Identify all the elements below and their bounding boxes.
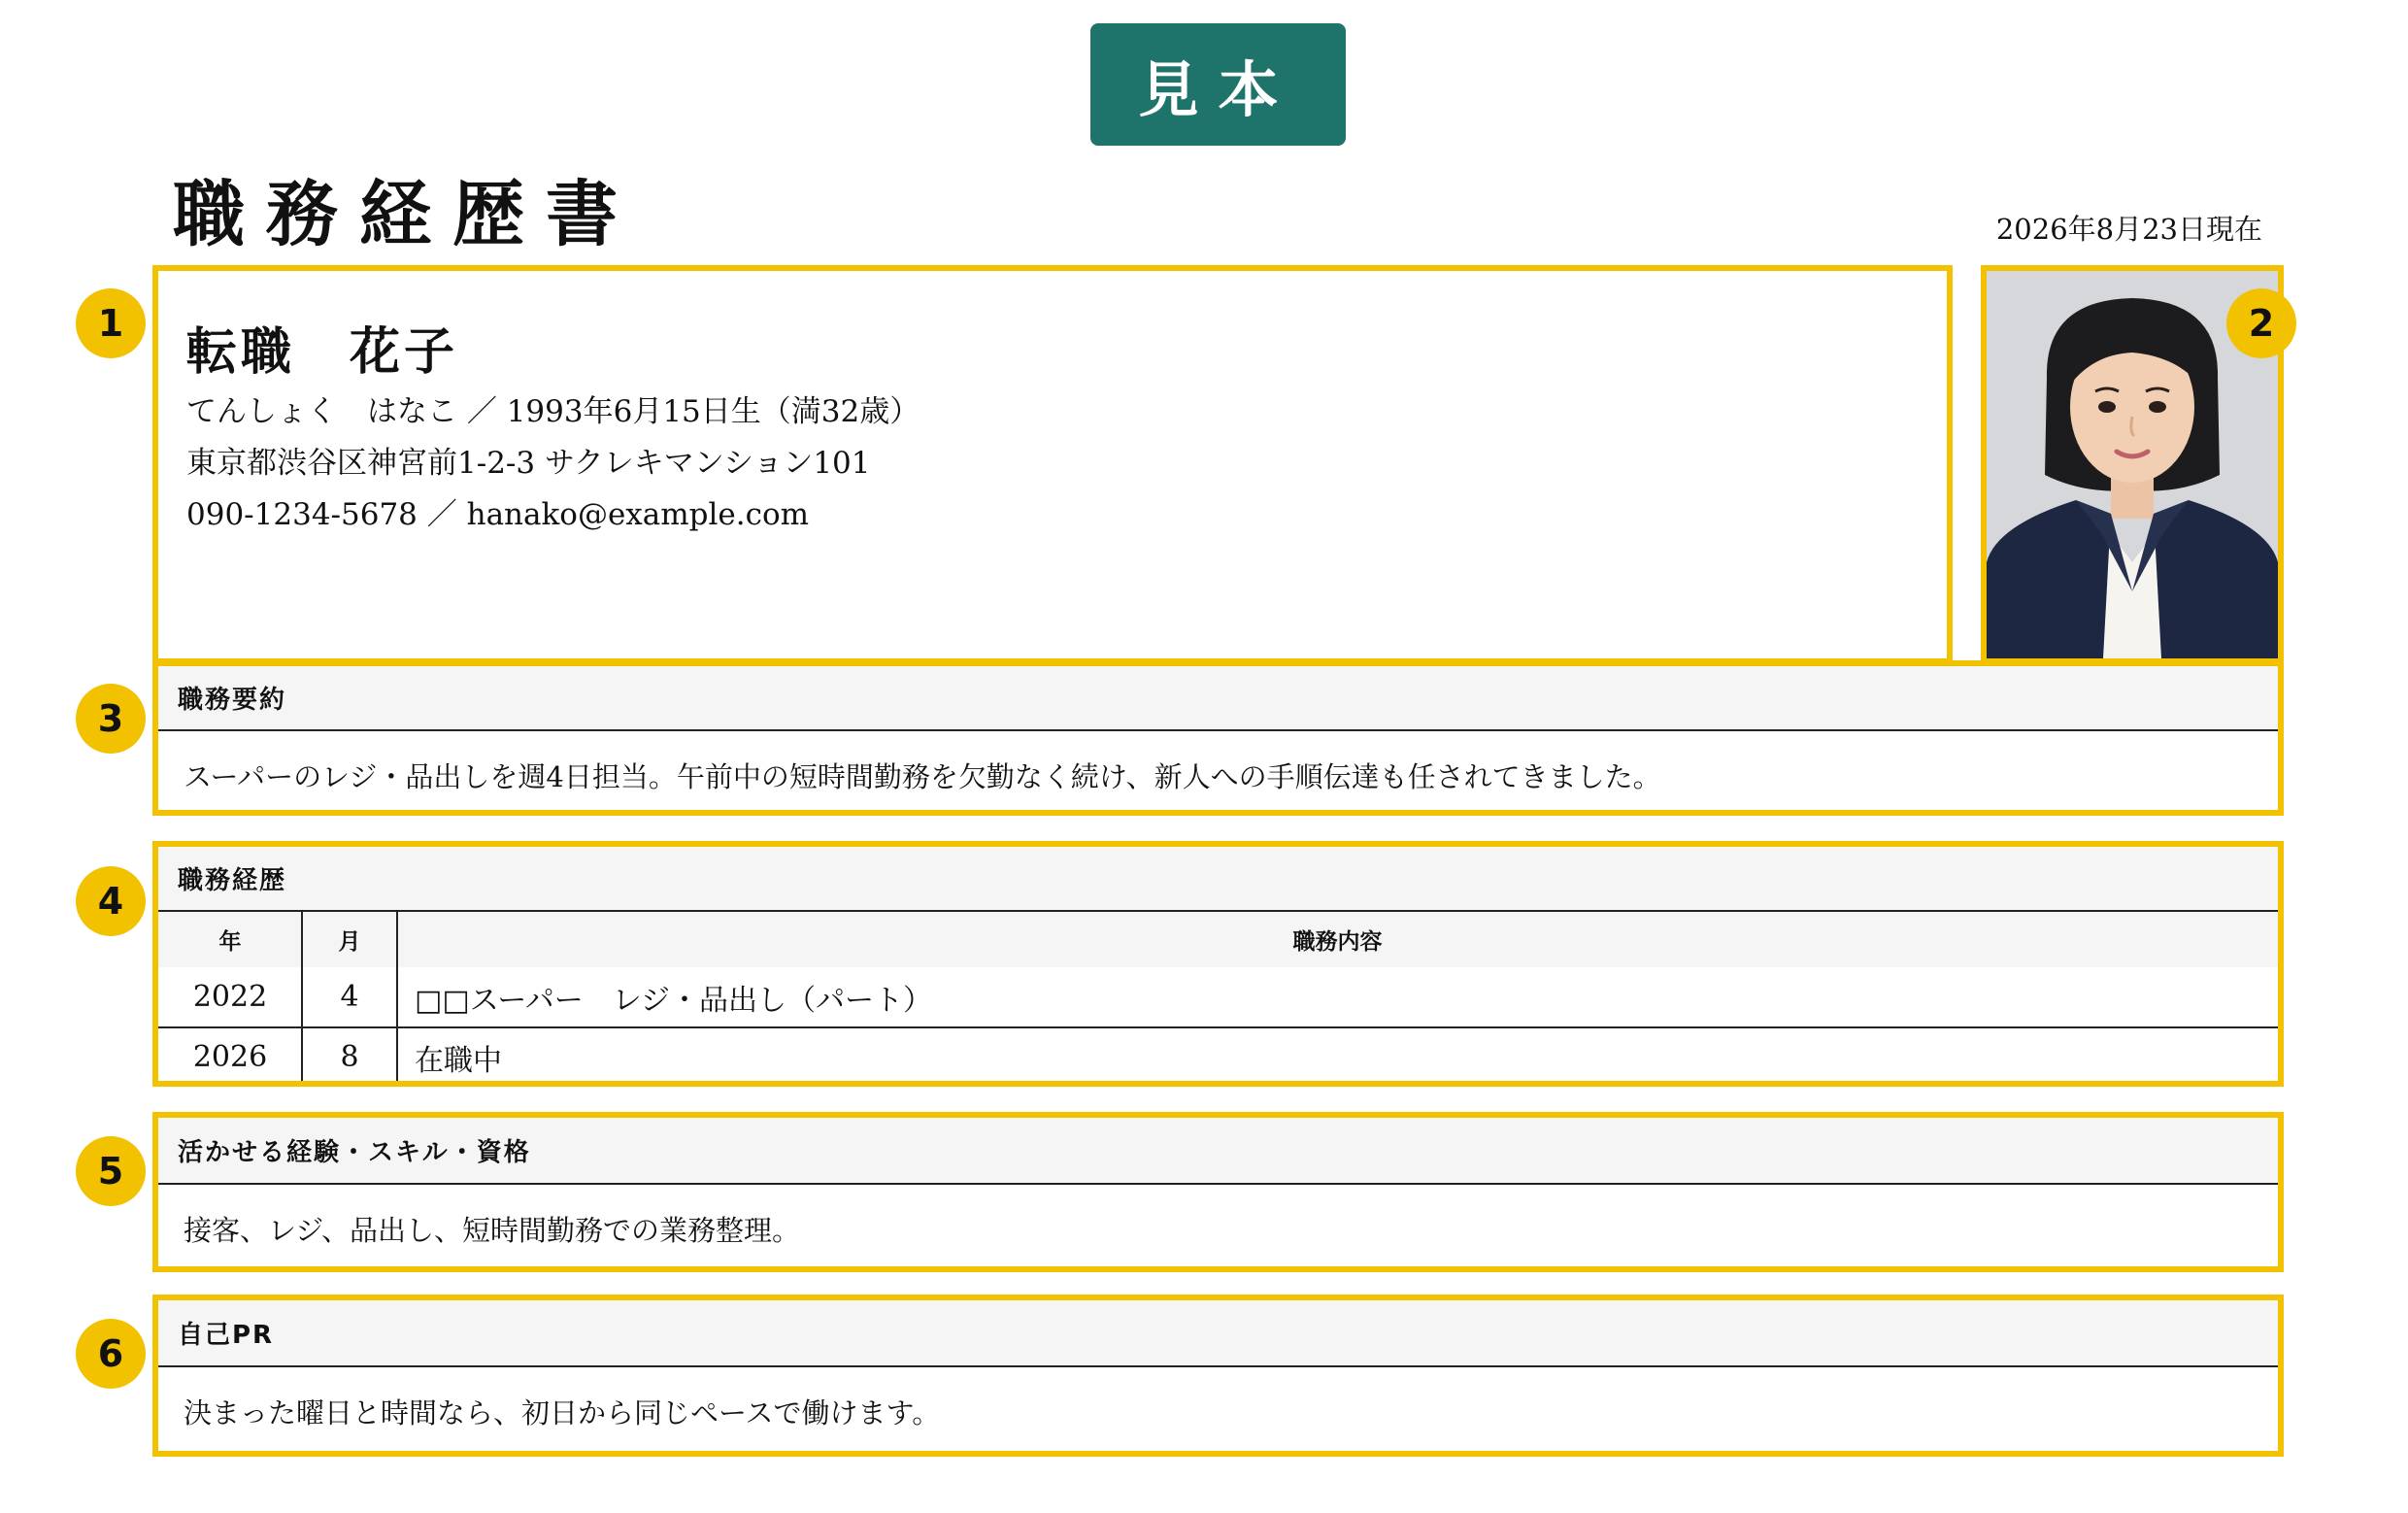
col-year: 年 [218,929,242,955]
col-divider [396,912,398,1081]
row-desc: 在職中 [415,1043,502,1078]
furigana-birthdate: てんしょく はなこ ／ 1993年6月15日生（満32歳） [186,394,920,429]
col-desc: 職務内容 [1292,929,1383,955]
career-section [152,841,2284,1087]
career-table-header [158,912,2278,967]
pr-heading: 自己PR [158,1300,2278,1367]
table-row [158,967,2278,1026]
summary-section [152,660,2284,816]
row-year: 2022 [192,980,268,1014]
marker-5: 5 [76,1136,146,1206]
contact-info: 090-1234-5678 ／ hanako@example.com [186,497,810,532]
career-table [158,912,2278,1081]
marker-6: 6 [76,1319,146,1389]
marker-4: 4 [76,866,146,936]
skills-section [152,1112,2284,1272]
sample-badge: 見本 [1090,23,1346,146]
pr-text: 決まった曜日と時間なら、初日から同じペースで働けます。 [184,1396,941,1429]
pr-section [152,1294,2284,1457]
career-heading: 職務経歴 [158,847,2278,912]
summary-text: スーパーのレジ・品出しを週4日担当。午前中の短時間勤務を欠勤なく続け、新人への手順伝達も任されてきました。 [184,760,1661,793]
marker-1: 1 [76,288,146,358]
row-month: 4 [340,980,359,1014]
applicant-name: 転職 花子 [186,322,459,382]
marker-2: 2 [2226,288,2296,358]
table-row [158,1028,2278,1086]
marker-3: 3 [76,684,146,754]
address: 東京都渋谷区神宮前1-2-3 サクレキマンション101 [186,446,871,481]
col-month: 月 [338,929,361,955]
row-month: 8 [340,1040,359,1074]
page-title: 職務経歴書 [173,173,639,256]
row-year: 2026 [192,1040,268,1074]
skills-heading: 活かせる経験・スキル・資格 [158,1118,2278,1185]
row-desc: □□スーパー レジ・品出し（パート） [415,983,932,1018]
col-divider [301,912,303,1081]
skills-text: 接客、レジ、品出し、短時間勤務での業務整理。 [184,1214,800,1247]
document-date: 2026年8月23日現在 [1995,213,2262,246]
summary-heading: 職務要約 [158,666,2278,731]
